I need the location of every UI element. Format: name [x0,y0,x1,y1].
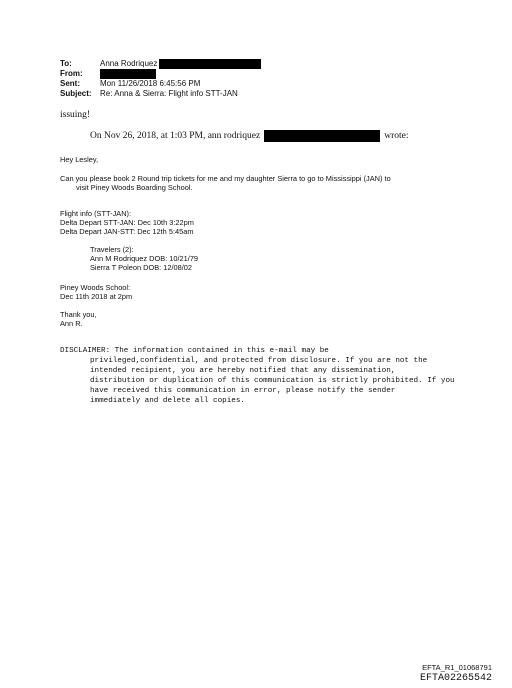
flight-heading: Flight info (STT-JAN): [60,209,132,218]
disclaimer-line-4: distribution or duplication of this communication is strictly prohibited. If you [90,377,455,385]
from-row [60,69,261,79]
quote-line [90,130,408,142]
footer-ref-1: EFTA_R1_01068791 [422,663,492,672]
from-label: From: [60,69,83,78]
to-row [60,59,261,69]
signoff-2: Ann R. [60,319,83,328]
school-date: Dec 11th 2018 at 2pm [60,292,133,301]
disclaimer-line-5: have received this communication in error, please notify the sender [90,387,396,395]
quote-prefix: On Nov 26, 2018, at 1:03 PM, ann rodriquez [90,131,261,141]
disclaimer-line-3: intended recipient, you are hereby notified that any dissemination, [90,367,396,375]
flight-1: Delta Depart STT-JAN: Dec 10th 3:22pm [60,218,194,227]
subject-value: Re: Anna & Sierra: Flight info STT-JAN [100,89,238,98]
reply-text: issuing! [60,110,91,120]
to-label: To: [60,59,72,68]
footer-ref-2: EFTA02265542 [419,673,492,684]
quote-redaction [264,130,380,142]
sent-row [60,79,261,89]
to-value: Anna Rodriquez [100,59,158,68]
traveler-2: Sierra T Poleon DOB: 12/08/02 [90,263,193,272]
greeting: Hey Lesley, [60,155,99,164]
email-header [60,59,261,99]
subject-row [60,89,261,99]
request-line-1: Can you please book 2 Round trip tickets for me and my daughter Sierra to go to Mississippi (JAN) to [60,174,391,183]
disclaimer-line-2: privileged,confidential, and protected from disclosure. If you are not the [90,357,428,365]
signoff-1: Thank you, [60,310,97,319]
footer-refs [420,663,492,685]
traveler-1: Ann M Rodriquez DOB: 10/21/79 [90,254,199,263]
flight-2: Delta Depart JAN-STT: Dec 12th 5:45am [60,227,194,236]
travelers-heading: Travelers (2): [90,245,134,254]
subject-label: Subject: [60,89,92,98]
sent-label: Sent: [60,79,80,88]
to-redaction [159,59,261,69]
disclaimer-line-6: immediately and delete all copies. [90,397,245,405]
quote-suffix: wrote: [384,131,409,141]
request-line-2: visit Piney Woods Boarding School. [76,183,193,192]
disclaimer-line-1: DISCLAIMER: The information contained in this e-mail may be [60,347,329,355]
from-redaction [100,69,156,79]
school-heading: Piney Woods School: [60,283,131,292]
sent-value: Mon 11/26/2018 6:45:56 PM [100,79,201,88]
